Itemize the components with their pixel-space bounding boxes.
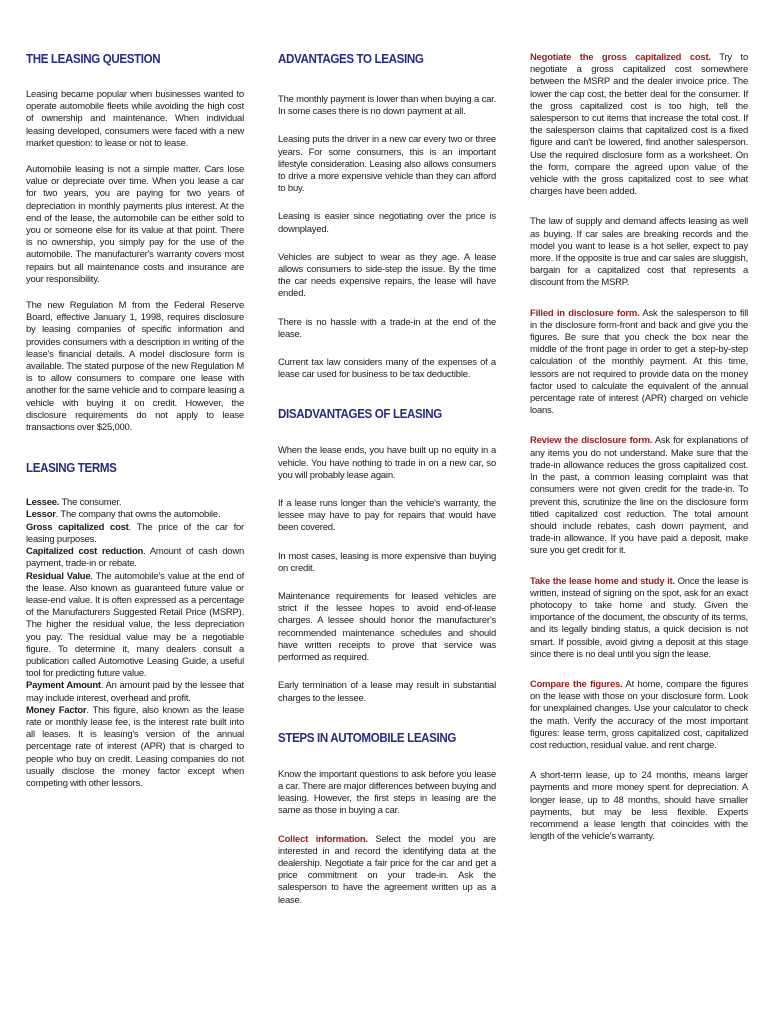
disadvantages-heading: DISADVANTAGES OF LEASING — [278, 407, 442, 422]
advantage-item: Leasing is easier since negotiating over the price is downplayed. — [278, 211, 496, 235]
step-lead: Compare the figures. — [530, 678, 623, 690]
step-lead: Take the lease home and study it. — [530, 575, 675, 587]
term-name: Residual Value — [26, 570, 91, 582]
compare-figures-paragraph — [530, 679, 748, 752]
steps-heading: STEPS IN AUTOMOBILE LEASING — [278, 730, 457, 745]
column-1 — [26, 52, 244, 790]
step-lead: Negotiate the gross capitalized cost. — [530, 52, 711, 63]
term-name: Money Factor — [26, 704, 87, 716]
term-definition: . The price of the car for leasing purposes. — [26, 521, 244, 545]
advantage-item: There is no hassle with a trade-in at the end of the lease. — [278, 316, 496, 340]
term-item — [26, 680, 244, 704]
advantage-item: Current tax law considers many of the expenses of a lease car used for business to be tax deductible. — [278, 357, 496, 381]
paragraph: The new Regulation M from the Federal Reserve Board, effective January 1, 1998, requires disclosure by leasing companies of specific information and provides consumers with a description in writing of the lease's financial details. A model disclosure form is available. The stated purpose of the new Regulation M is to allow consumers to compare one lease with another for the same vehicle and to compare leasing a vehicle with buying it on credit. However, the disclosure requirements do not apply to lease transactions over $25,000. — [26, 300, 244, 434]
disadvantage-item: In most cases, leasing is more expensive than buying on credit. — [278, 550, 496, 574]
advantage-item: The monthly payment is lower than when buying a car. In some cases there is no down payment at all. — [278, 94, 496, 118]
advantage-item: Leasing puts the driver in a new car every two or three years. For some consumers, this is an important lifestyle consideration. Leasing also allows consumers to drive a more expensive vehicle than they can afford to buy. — [278, 134, 496, 195]
supply-demand-paragraph: The law of supply and demand affects leasing as well as buying. If car sales are breaking records and the model you want to lease is a hot seller, expect to pay more. If the opposite is true and car sales are sluggish, bargain for a capitalized cost that represents a discount from the MSRP. — [530, 216, 748, 289]
leasing-question-heading: THE LEASING QUESTION — [26, 52, 161, 66]
term-item — [26, 571, 244, 681]
paragraph: Automobile leasing is not a simple matter. Cars lose value or depreciate over time. When you lease a car for two years, you are paying for two years of depreciation in monthly payments plus interest. At the end of the lease, the automobile can be either sold to you or someone else for its value at that point. There is no ownership, you simply pay for the use of the automobile. The manufacturer's warranty covers most repairs but all maintenance costs and insurance are your responsibility. — [26, 164, 244, 285]
term-definition: . The automobile's value at the end of the lease. Also known as guaranteed future value or lease-end value. It is often expressed as a percentage of the Manufacturers Suggested Retail Price (MSRP). The higher the residual value, the less depreciation you pay. The residual value may be a negotiable figure. To determine it, many dealers consult a publication called Automotive Leasing Guide, a useful tool for predicting future value. — [26, 570, 244, 680]
term-definition: . This figure, also known as the lease rate or monthly lease fee, is the interest rate built into all leases. It is leasing's version of the annual percentage rate of interest (APR) that is charged to people who buy on credit. Leasing companies do not usually disclose the money factor except when competing with other lessors. — [26, 704, 245, 789]
term-item — [26, 546, 244, 570]
term-item — [26, 705, 244, 790]
term-definition: . An amount paid by the lessee that may include interest, overhead and profit. — [26, 680, 244, 704]
term-definition: . Amount of cash down payment, trade-in or rebate. — [26, 546, 245, 570]
column-3 — [530, 52, 748, 843]
review-form-paragraph — [530, 435, 748, 557]
paragraph: Leasing became popular when businesses wanted to operate automobile fleets while avoiding the high cost of ownership and maintenance. When individual leasing developed, consumers were faced with a new market question: to lease or not to lease. — [26, 89, 244, 149]
disadvantage-item: Early termination of a lease may result in substantial charges to the lessee. — [278, 680, 496, 704]
paragraph: Know the important questions to ask before you lease a car. There are major differences between buying and leasing. However, the first steps in leasing are the same as those in buying a car. — [278, 768, 496, 817]
term-item — [26, 497, 244, 509]
term-definition: . The company that owns the automobile. — [55, 509, 221, 521]
step-lead: Review the disclosure form. — [530, 435, 653, 447]
advantages-heading: ADVANTAGES TO LEASING — [278, 52, 424, 66]
step-lead: Collect information. — [278, 833, 368, 845]
term-name: Lessee. — [26, 497, 60, 509]
term-name: Payment Amount — [26, 680, 101, 692]
disadvantage-item: Maintenance requirements for leased vehicles are strict if the lessee hopes to avoid end-of-lease charges. A lessee should honor the manufacturer's recommended maintenance schedules and should have written receipts to prove that service was performed as required. — [278, 591, 496, 664]
step-lead: Filled in disclosure form. — [530, 307, 640, 319]
filled-form-paragraph — [530, 308, 748, 418]
negotiate-paragraph — [530, 52, 748, 198]
step-text: Ask for explanations of any items you do not understand. Make sure that the trade-in allowance reduces the gross capitalized cost. In the past, a common leasing complaint was that consumers were not given credit for the trade-in. To prevent this, scrutinize the line on the disclosure form titled capitalized cost reduction. The total amount should include rebates, cash down payment, and trade-in allowance. If you have paid a deposit, make sure you get credit for it. — [530, 435, 749, 557]
term-item — [26, 522, 244, 546]
leasing-terms-heading: LEASING TERMS — [26, 461, 117, 476]
disadvantage-item: If a lease runs longer than the vehicle's warranty, the lessee may have to pay for repairs that would have been covered. — [278, 498, 496, 534]
step-text: Select the model you are interested in and record the identifying data at the dealership. Negotiate a fair price for the car and get a price commitment on your trade-in. Ask the salesperson to have the agreement written up as a lease. — [278, 833, 496, 906]
lease-length-paragraph: A short-term lease, up to 24 months, means larger payments and more money spent for depreciation. A longer lease, up to 48 months, should have smaller payments, but may be less flexible. Experts recommend a lease length that coincides with the length of the vehicle's warranty. — [530, 770, 748, 843]
column-2 — [278, 52, 496, 907]
term-item — [26, 509, 244, 521]
step-text: Once the lease is written, instead of signing on the spot, ask for an exact photocopy to take home and study. Given the importance of the document, the obscurity of its terms, and its legally binding status, a quick decision is not smart. If possible, avoid giving a deposit at this stage since there is no deal until you sign the lease. — [530, 575, 748, 660]
step-text: Ask the salesperson to fill in the disclosure form-front and back and give you the figures. Be sure that you check the box near the middle of the front page in order to get a step-by-step calculation of the monthly payment. At this time, lessors are not required to provide data on the money factor used to calculate the equivalent of the annual percentage rate of interest (APR) charged on vehicle loans. — [530, 307, 749, 417]
term-name: Capitalized cost reduction — [26, 546, 144, 558]
advantage-item: Vehicles are subject to wear as they age. A lease allows consumers to side-step the issue. By the time the car needs expensive repairs, the lease will have ended. — [278, 251, 496, 300]
term-name: Lessor — [26, 509, 56, 521]
term-definition: The consumer. — [59, 497, 122, 509]
collect-information-paragraph — [278, 834, 496, 907]
terms-list — [26, 497, 244, 790]
step-text: Try to negotiate a gross capitalized cost somewhere between the MSRP and the dealer invoice price. The lower the cap cost, the better deal for the consumer. If the gross capitalized cost is too high, tell the salesperson to cut items that increase the total cost. If the salesperson claims that capitalized cost is a fixed figure and can't be lowered, find another salesperson. Use the required disclosure form as a worksheet. On the form, compare the agreed upon value of the vehicle with the gross capitalized cost to see what charges have been added. — [530, 52, 748, 198]
take-home-paragraph — [530, 576, 748, 661]
term-name: Gross capitalized cost — [26, 521, 129, 533]
disadvantage-item: When the lease ends, you have built up no equity in a vehicle. You have nothing to trade in on a new car, so you will probably lease again. — [278, 445, 496, 481]
step-text: At home, compare the figures on the lease with those on your disclosure form. Look for unexplained changes. Use your calculator to check the math. Verify the accuracy of the most important figures: lease term, gross capitalized cost, capitalized cost reduction, residual value. and rent charge. — [530, 678, 748, 751]
